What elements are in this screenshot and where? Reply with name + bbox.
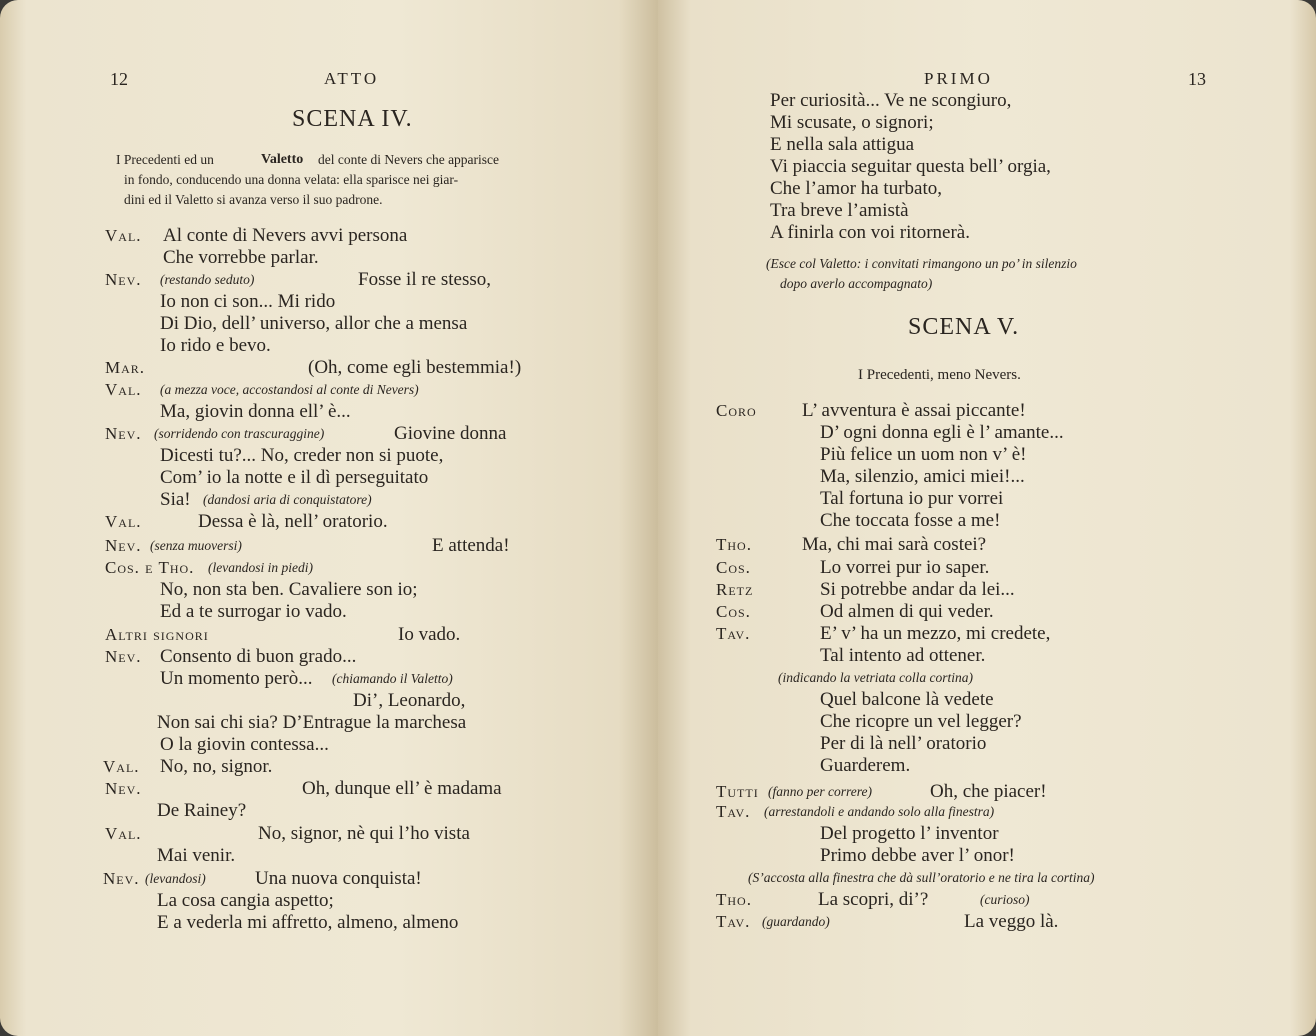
verse-line: Del progetto l’ inventor: [820, 823, 999, 844]
verse-line: Non sai chi sia? D’Entrague la marchesa: [157, 712, 467, 733]
verse-line: Tal fortuna io pur vorrei: [820, 488, 1004, 509]
speaker-label: Nev.: [105, 270, 142, 289]
verse-line: Consento di buon grado...: [160, 646, 357, 667]
scene-title: SCENA IV.: [292, 106, 413, 132]
running-head: PRIMO: [924, 69, 993, 88]
verse-line: Oh, che piacer!: [930, 781, 1047, 802]
verse-line: Che toccata fosse a me!: [820, 510, 1001, 531]
stage-note: (sorridendo con trascuraggine): [154, 426, 325, 441]
verse-line: Di’, Leonardo,: [353, 690, 466, 711]
speaker-label: Altri signori: [105, 625, 209, 644]
verse-line: Io rido e bevo.: [160, 335, 271, 356]
stage-note: (restando seduto): [160, 272, 255, 287]
verse-line: Un momento però...: [160, 668, 313, 689]
stage-note: (S’accosta alla finestra che dà sull’oratorio e ne tira la cortina): [748, 870, 1095, 885]
stage-note: (Esce col Valetto: i convitati rimangono un po’ in silenzio: [766, 256, 1077, 271]
verse-line: Od almen di qui veder.: [820, 601, 994, 622]
stage-note: (chiamando il Valetto): [332, 671, 453, 686]
speaker-label: Nev.: [105, 424, 142, 443]
speaker-label: Tutti: [716, 782, 759, 801]
page-number: 12: [110, 69, 128, 89]
verse-line: No, signor, nè qui l’ho vista: [258, 823, 470, 844]
stage-note: (senza muoversi): [150, 538, 242, 553]
stage-note: (indicando la vetriata colla cortina): [778, 670, 973, 685]
speaker-label: Cos.: [716, 558, 751, 577]
verse-line: Com’ io la notte e il dì perseguitato: [160, 467, 429, 488]
verse-line: Si potrebbe andar da lei...: [820, 579, 1015, 600]
stage-direction: in fondo, conducendo una donna velata: ella sparisce nei giar-: [124, 172, 459, 187]
verse-line: E’ v’ ha un mezzo, mi credete,: [820, 623, 1051, 644]
speaker-label: Mar.: [105, 358, 146, 377]
scene-title: SCENA V.: [908, 314, 1020, 340]
verse-line: No, no, signor.: [160, 756, 273, 777]
verse-line: No, non sta ben. Cavaliere son io;: [160, 579, 418, 600]
verse-line: Che l’amor ha turbato,: [770, 178, 943, 199]
scene-subtitle: I Precedenti, meno Nevers.: [858, 367, 1021, 383]
verse-line: O la giovin contessa...: [160, 734, 329, 755]
verse-line: D’ ogni donna egli è l’ amante...: [820, 422, 1064, 443]
speaker-label: Cos. e Tho.: [105, 558, 195, 577]
verse-line: Io non ci son... Mi rido: [160, 291, 336, 312]
verse-line: Fosse il re stesso,: [358, 269, 491, 290]
stage-note: (guardando): [762, 914, 830, 929]
verse-line: A finirla con voi ritornerà.: [770, 222, 970, 243]
verse-line: Guarderem.: [820, 755, 911, 776]
verse-line: Dessa è là, nell’ oratorio.: [198, 511, 388, 532]
speaker-label: Tav.: [716, 802, 751, 821]
verse-line: Che ricopre un vel legger?: [820, 711, 1022, 732]
verse-line: E nella sala attigua: [770, 134, 915, 155]
verse-line: Oh, dunque ell’ è madama: [302, 778, 502, 799]
verse-line: Che vorrebbe parlar.: [163, 247, 319, 268]
verse-line: L’ avventura è assai piccante!: [802, 400, 1026, 421]
speaker-label: Retz: [716, 580, 754, 599]
speaker-label: Val.: [105, 512, 142, 531]
verse-line: Tra breve l’amistà: [770, 200, 909, 221]
verse-line: Lo vorrei pur io saper.: [820, 557, 990, 578]
speaker-label: Tav.: [716, 624, 751, 643]
verse-line: Mai venir.: [157, 845, 236, 866]
verse-line: (Oh, come egli bestemmia!): [308, 357, 522, 378]
verse-line: E attenda!: [432, 535, 510, 556]
speaker-label: Tho.: [716, 535, 752, 554]
verse-line: De Rainey?: [157, 800, 247, 821]
stage-note: dopo averlo accompagnato): [780, 276, 933, 291]
speaker-label: Coro: [716, 401, 757, 420]
verse-line: Ed a te surrogar io vado.: [160, 601, 347, 622]
speaker-label: Nev.: [105, 536, 142, 555]
verse-line: Vi piaccia seguitar questa bell’ orgia,: [770, 156, 1051, 177]
stage-direction: I Precedenti ed un: [116, 152, 214, 167]
verse-line: Primo debbe aver l’ onor!: [820, 845, 1015, 866]
verse-line: Dicesti tu?... No, creder non si puote,: [160, 445, 444, 466]
stage-note: (dandosi aria di conquistatore): [203, 492, 372, 507]
stage-note: (levandosi): [145, 871, 206, 886]
verse-line: Una nuova conquista!: [255, 868, 422, 889]
verse-line: Ma, chi mai sarà costei?: [802, 534, 987, 555]
verse-line: Più felice un uom non v’ è!: [820, 444, 1027, 465]
verse-line: Quel balcone là vedete: [820, 689, 994, 710]
verse-line: La cosa cangia aspetto;: [157, 890, 334, 911]
verse-line: Di Dio, dell’ universo, allor che a mensa: [160, 313, 468, 334]
speaker-label: Val.: [103, 757, 140, 776]
verse-line: Per di là nell’ oratorio: [820, 733, 987, 754]
verse-line: Sia!: [160, 489, 191, 510]
verse-line: Giovine donna: [394, 423, 507, 444]
verse-line: Ma, giovin donna ell’ è...: [160, 401, 351, 422]
verse-line: Mi scusate, o signori;: [770, 112, 934, 133]
verse-line: Al conte di Nevers avvi persona: [163, 225, 408, 246]
stage-direction: del conte di Nevers che apparisce: [318, 152, 500, 167]
verse-line: La veggo là.: [964, 911, 1059, 932]
page-number: 13: [1188, 69, 1206, 89]
speaker-label: Tav.: [716, 912, 751, 931]
stage-note: (curioso): [980, 892, 1030, 907]
running-head: ATTO: [324, 69, 380, 88]
speaker-label: Tho.: [716, 890, 752, 909]
verse-line: Ma, silenzio, amici miei!...: [820, 466, 1025, 487]
stage-note: (arrestandoli e andando solo alla finestra): [764, 804, 995, 819]
verse-line: La scopri, di’?: [818, 889, 929, 910]
speaker-label: Cos.: [716, 602, 751, 621]
stage-direction: dini ed il Valetto si avanza verso il suo padrone.: [124, 192, 383, 207]
speaker-label: Nev.: [105, 779, 142, 798]
stage-note: (levandosi in piedi): [208, 560, 313, 575]
stage-note: (a mezza voce, accostandosi al conte di Nevers): [160, 382, 419, 397]
speaker-label: Nev.: [103, 869, 140, 888]
stage-direction-character: Valetto: [261, 152, 304, 167]
speaker-label: Nev.: [105, 647, 142, 666]
verse-line: Io vado.: [398, 624, 461, 645]
speaker-label: Val.: [105, 226, 142, 245]
speaker-label: Val.: [105, 824, 142, 843]
verse-line: Per curiosità... Ve ne scongiuro,: [770, 90, 1012, 111]
stage-note: (fanno per correre): [768, 784, 872, 799]
verse-line: Tal intento ad ottener.: [820, 645, 986, 666]
verse-line: E a vederla mi affretto, almeno, almeno: [157, 912, 459, 933]
speaker-label: Val.: [105, 380, 142, 399]
